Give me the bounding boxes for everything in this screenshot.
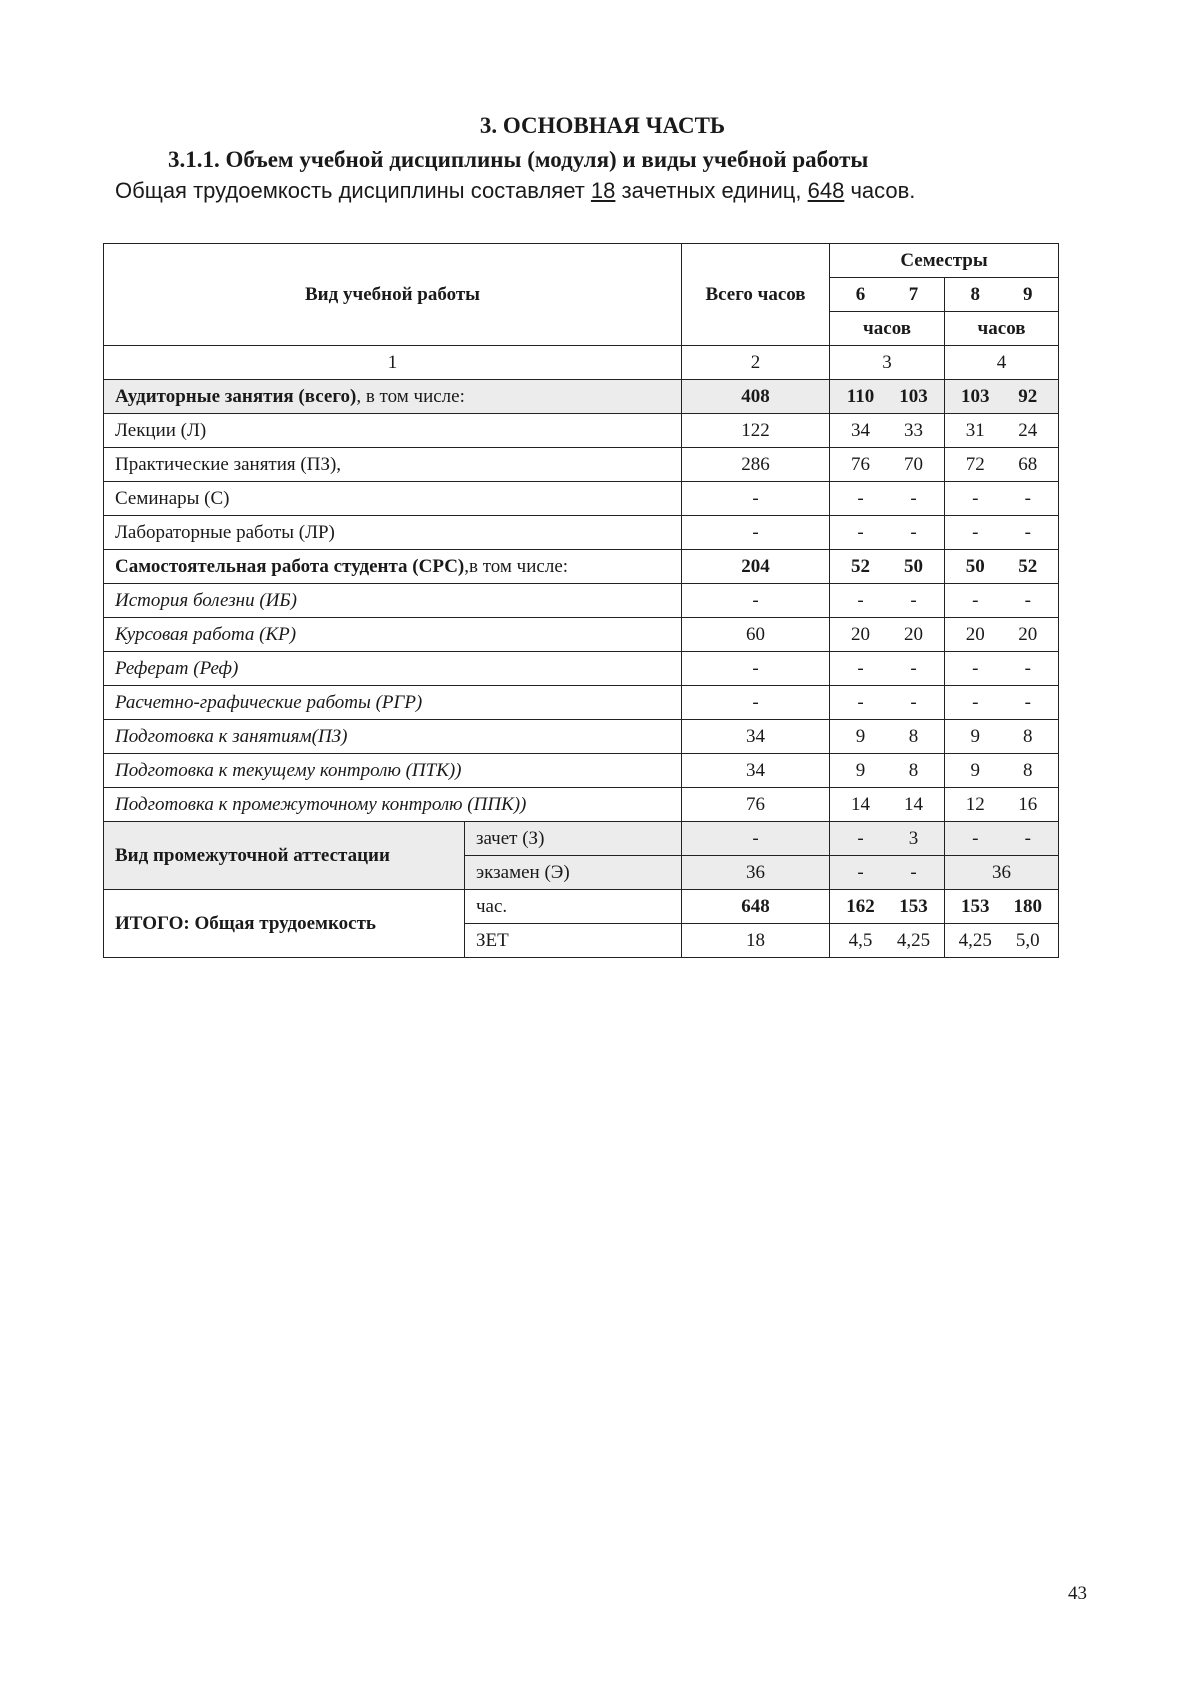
row-label: Семинары (С) [104, 482, 682, 516]
header-hours-a: часов [830, 312, 945, 346]
auditory-row [104, 380, 1059, 414]
table-row [104, 414, 1059, 448]
col-num-1: 1 [104, 346, 682, 380]
value: - [1024, 691, 1031, 713]
header-sem-b [945, 278, 1059, 312]
srs-sem-b [945, 550, 1059, 584]
value: 34 [851, 419, 871, 441]
table-row [104, 584, 1059, 618]
auditory-label-bold: Аудиторные занятия (всего) [115, 385, 357, 407]
row-total: 286 [682, 448, 830, 482]
table-row [104, 652, 1059, 686]
row-label: Подготовка к текущему контролю (ПТК)) [104, 754, 682, 788]
total-hours-row [104, 890, 1059, 924]
row-sem-a [830, 448, 945, 482]
header-row-1 [104, 244, 1059, 278]
value: - [972, 657, 979, 679]
col-num-3: 3 [830, 346, 945, 380]
sem-8: 8 [970, 283, 981, 305]
value: - [857, 657, 864, 679]
section-title: 3. ОСНОВНАЯ ЧАСТЬ [479, 113, 726, 138]
total-label: ИТОГО: Общая трудоемкость [104, 890, 465, 958]
row-total: - [682, 516, 830, 550]
workload-table [103, 243, 1059, 958]
value: 14 [904, 793, 924, 815]
total-zet-total: 18 [682, 924, 830, 958]
value: 9 [970, 725, 981, 747]
value: - [910, 657, 917, 679]
value: - [972, 827, 979, 849]
value: - [910, 589, 917, 611]
row-sem-b [945, 584, 1059, 618]
row-sem-a [830, 754, 945, 788]
row-sem-b [945, 414, 1059, 448]
row-label: Практические занятия (ПЗ), [104, 448, 682, 482]
attestation-label: Вид промежуточной аттестации [104, 822, 465, 890]
value: 52 [1018, 555, 1038, 577]
row-sem-a [830, 482, 945, 516]
row-label: Лабораторные работы (ЛР) [104, 516, 682, 550]
row-sem-b [945, 686, 1059, 720]
row-label: Реферат (Реф) [104, 652, 682, 686]
value: - [857, 827, 864, 849]
value: - [857, 691, 864, 713]
row-total: 122 [682, 414, 830, 448]
value: - [857, 861, 864, 883]
credit-sem-a [830, 822, 945, 856]
table-row [104, 754, 1059, 788]
row-label: Расчетно-графические работы (РГР) [104, 686, 682, 720]
row-total: - [682, 652, 830, 686]
row-sem-a [830, 618, 945, 652]
value: - [857, 589, 864, 611]
value: - [1024, 589, 1031, 611]
value: - [972, 487, 979, 509]
value: 110 [846, 385, 875, 407]
row-sem-b [945, 516, 1059, 550]
sem-7: 7 [908, 283, 919, 305]
row-total: 34 [682, 720, 830, 754]
exam-label: экзамен (Э) [465, 856, 682, 890]
row-sem-a [830, 516, 945, 550]
row-sem-a [830, 788, 945, 822]
row-sem-b [945, 482, 1059, 516]
value: - [1024, 521, 1031, 543]
table-row [104, 686, 1059, 720]
sem-6: 6 [855, 283, 866, 305]
intro-suffix: часов. [844, 178, 916, 203]
total-zet-label: ЗЕТ [465, 924, 682, 958]
value: 20 [1018, 623, 1038, 645]
col-num-2: 2 [682, 346, 830, 380]
credit-total: - [682, 822, 830, 856]
value: 68 [1018, 453, 1038, 475]
credit-label: зачет (З) [465, 822, 682, 856]
value: 31 [965, 419, 985, 441]
table-row [104, 482, 1059, 516]
row-sem-b [945, 720, 1059, 754]
value: - [972, 521, 979, 543]
page-number: 43 [1068, 1583, 1087, 1604]
srs-label-bold: Самостоятельная работа студента (СРС) [115, 555, 465, 577]
auditory-sem-a [830, 380, 945, 414]
value: 33 [904, 419, 924, 441]
srs-total: 204 [682, 550, 830, 584]
row-sem-a [830, 414, 945, 448]
intro-hours: 648 [807, 178, 845, 203]
auditory-label-rest: , в том числе: [356, 385, 465, 407]
column-number-row [104, 346, 1059, 380]
row-sem-b [945, 448, 1059, 482]
intro-paragraph [115, 178, 915, 204]
value: - [972, 589, 979, 611]
row-label: История болезни (ИБ) [104, 584, 682, 618]
srs-sem-a [830, 550, 945, 584]
row-total: - [682, 482, 830, 516]
value: - [910, 861, 917, 883]
row-sem-a [830, 686, 945, 720]
table-row [104, 618, 1059, 652]
value: 14 [851, 793, 871, 815]
table-row [104, 788, 1059, 822]
value: 9 [855, 759, 866, 781]
value: - [1024, 657, 1031, 679]
value: 5,0 [1015, 929, 1040, 951]
row-sem-b [945, 788, 1059, 822]
value: - [972, 691, 979, 713]
value: 16 [1018, 793, 1038, 815]
credit-sem-b [945, 822, 1059, 856]
value: 180 [1013, 895, 1043, 917]
auditory-label [104, 380, 682, 414]
exam-sem-a [830, 856, 945, 890]
value: 20 [904, 623, 924, 645]
value: 8 [1023, 725, 1033, 747]
intro-credits: 18 [590, 178, 616, 203]
value: - [1024, 827, 1031, 849]
row-label: Подготовка к промежуточному контролю (ППК)) [104, 788, 682, 822]
attestation-credit-row [104, 822, 1059, 856]
value: 4,25 [896, 929, 931, 951]
value: 76 [851, 453, 871, 475]
auditory-total: 408 [682, 380, 830, 414]
header-sem-a [830, 278, 945, 312]
value: 162 [846, 895, 875, 917]
table-row [104, 448, 1059, 482]
row-sem-a [830, 584, 945, 618]
value: 8 [908, 725, 919, 747]
auditory-sem-b [945, 380, 1059, 414]
row-sem-b [945, 618, 1059, 652]
row-sem-a [830, 720, 945, 754]
intro-middle: зачетных единиц, [615, 178, 808, 203]
value: 20 [851, 623, 871, 645]
value: 12 [965, 793, 985, 815]
value: - [910, 521, 917, 543]
row-label: Курсовая работа (КР) [104, 618, 682, 652]
value: - [857, 487, 864, 509]
col-num-4: 4 [945, 346, 1059, 380]
table-row [104, 516, 1059, 550]
row-total: - [682, 686, 830, 720]
value: 50 [904, 555, 924, 577]
value: 24 [1018, 419, 1038, 441]
row-label: Лекции (Л) [104, 414, 682, 448]
header-type: Вид учебной работы [104, 244, 682, 346]
total-hours-total: 648 [682, 890, 830, 924]
total-zet-sem-b [945, 924, 1059, 958]
total-hours-label: час. [465, 890, 682, 924]
value: - [857, 521, 864, 543]
header-total: Всего часов [682, 244, 830, 346]
subsection-title: 3.1.1. Объем учебной дисциплины (модуля) и виды учебной работы [168, 147, 869, 172]
srs-row [104, 550, 1059, 584]
value: 92 [1018, 385, 1038, 407]
total-hours-sem-b [945, 890, 1059, 924]
value: 153 [899, 895, 928, 917]
value: 153 [961, 895, 990, 917]
row-sem-a [830, 652, 945, 686]
row-total: 76 [682, 788, 830, 822]
row-sem-b [945, 754, 1059, 788]
value: 8 [1023, 759, 1033, 781]
total-hours-sem-a [830, 890, 945, 924]
value: 9 [855, 725, 866, 747]
table-row [104, 720, 1059, 754]
header-semesters: Семестры [830, 244, 1059, 278]
sem-9: 9 [1023, 283, 1033, 305]
row-label: Подготовка к занятиям(ПЗ) [104, 720, 682, 754]
value: 20 [965, 623, 985, 645]
value: - [1024, 487, 1031, 509]
value: 70 [904, 453, 924, 475]
value: 4,5 [848, 929, 873, 951]
header-hours-b: часов [945, 312, 1059, 346]
row-total: - [682, 584, 830, 618]
value: - [910, 487, 917, 509]
value: 8 [908, 759, 919, 781]
value: 103 [961, 385, 990, 407]
value: 3 [908, 827, 919, 849]
srs-label-rest: ,в том числе: [464, 555, 569, 577]
total-zet-sem-a [830, 924, 945, 958]
value: 50 [965, 555, 985, 577]
exam-total: 36 [682, 856, 830, 890]
value: - [910, 691, 917, 713]
row-total: 60 [682, 618, 830, 652]
srs-label [104, 550, 682, 584]
value: 52 [851, 555, 871, 577]
row-sem-b [945, 652, 1059, 686]
exam-sem-b: 36 [945, 856, 1059, 890]
value: 4,25 [958, 929, 992, 951]
intro-prefix: Общая трудоемкость дисциплины составляет [115, 178, 591, 203]
value: 103 [899, 385, 928, 407]
row-total: 34 [682, 754, 830, 788]
value: 72 [965, 453, 985, 475]
value: 9 [970, 759, 981, 781]
